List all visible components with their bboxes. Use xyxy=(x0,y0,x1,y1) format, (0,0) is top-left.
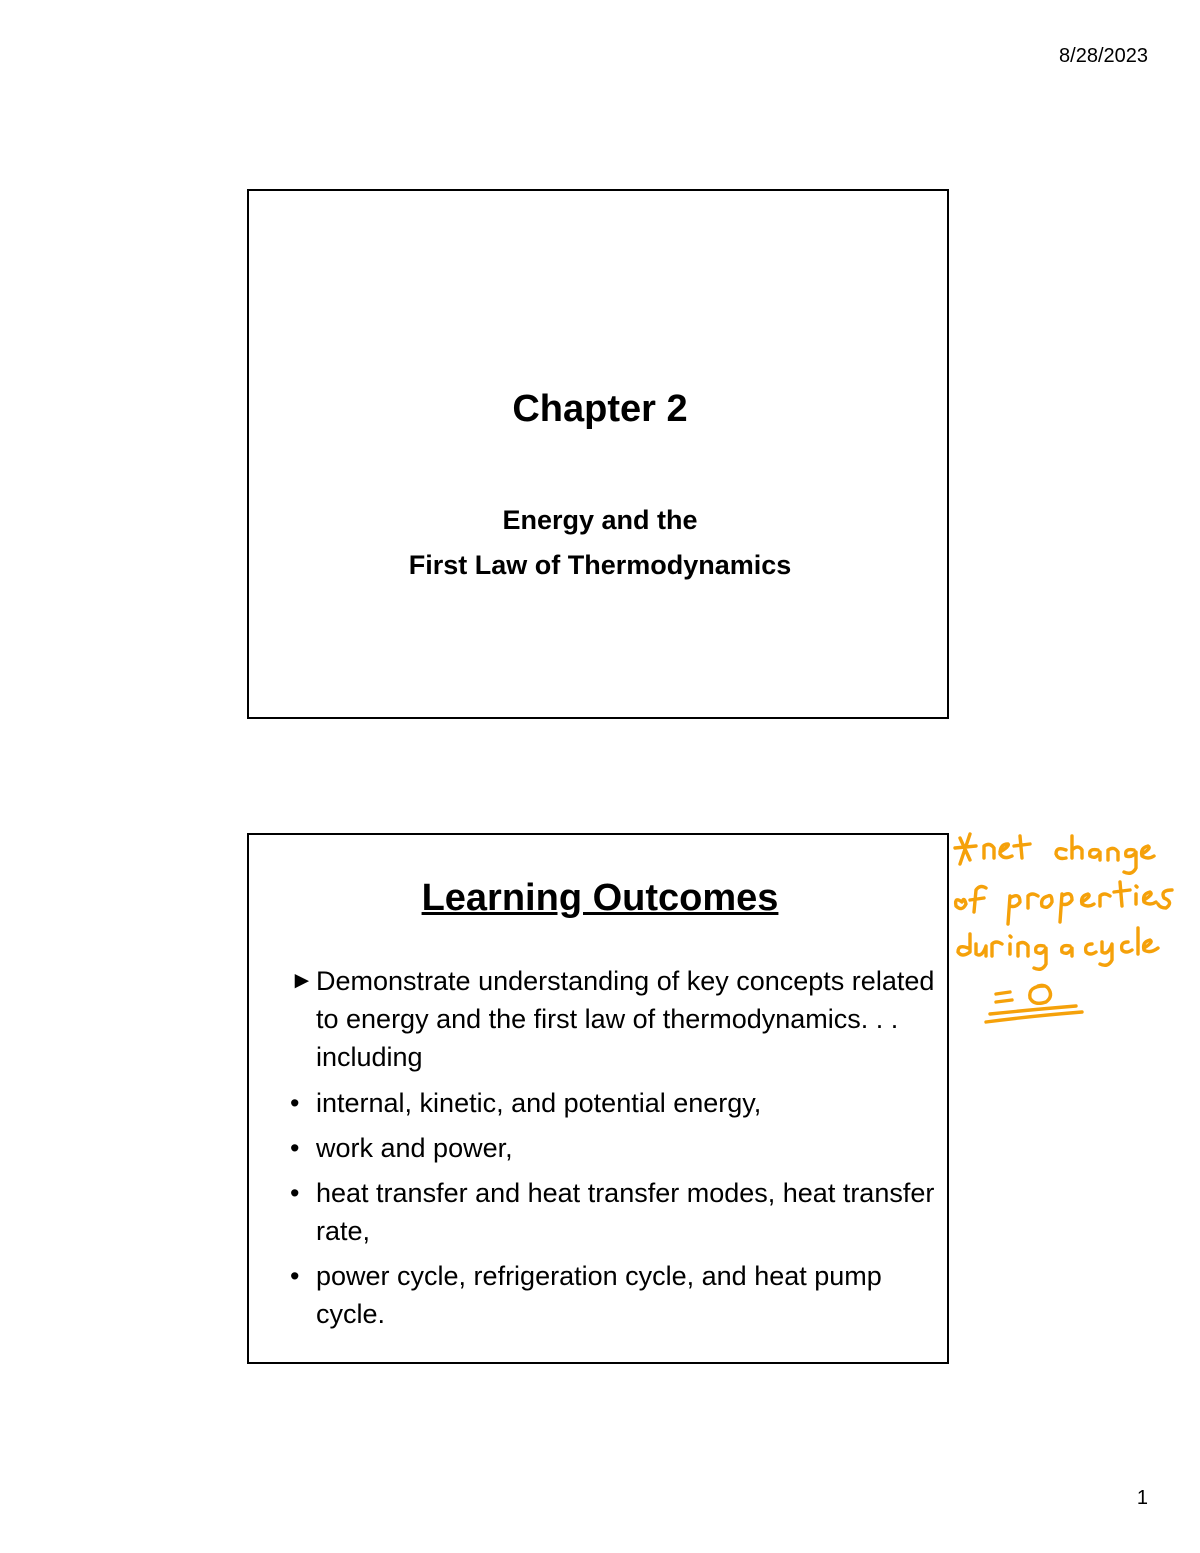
bullet-icon: • xyxy=(290,1088,300,1118)
chapter-title: Chapter 2 xyxy=(512,388,688,430)
list-item xyxy=(290,1129,940,1167)
list-item xyxy=(290,1174,940,1250)
list-item xyxy=(290,1084,940,1122)
intro-text: Demonstrate understanding of key concepts related to energy and the first law of thermodynamics. . . including xyxy=(316,966,935,1072)
learning-outcomes-list xyxy=(290,962,940,1340)
arrow-icon: ► xyxy=(290,967,314,994)
learning-outcomes-title: Learning Outcomes xyxy=(421,877,779,919)
handwritten-annotation xyxy=(948,820,1178,1050)
bullet-icon: • xyxy=(290,1261,300,1291)
list-item-text: heat transfer and heat transfer modes, heat transfer rate, xyxy=(316,1178,935,1246)
bullet-icon: • xyxy=(290,1178,300,1208)
slide-chapter-title xyxy=(247,189,949,719)
intro-item xyxy=(290,962,940,1076)
list-item xyxy=(290,1257,940,1333)
chapter-subtitle xyxy=(0,498,1200,588)
list-item-text: power cycle, refrigeration cycle, and heat pump cycle. xyxy=(316,1261,882,1329)
list-item-text: work and power, xyxy=(316,1133,513,1163)
page-date: 8/28/2023 xyxy=(1059,45,1148,67)
chapter-subtitle-line-2: First Law of Thermodynamics xyxy=(408,550,792,580)
list-item-text: internal, kinetic, and potential energy, xyxy=(316,1088,762,1118)
bullet-icon: • xyxy=(290,1133,300,1163)
page-number: 1 xyxy=(1136,1487,1148,1509)
chapter-subtitle-line-1: Energy and the xyxy=(502,505,698,535)
